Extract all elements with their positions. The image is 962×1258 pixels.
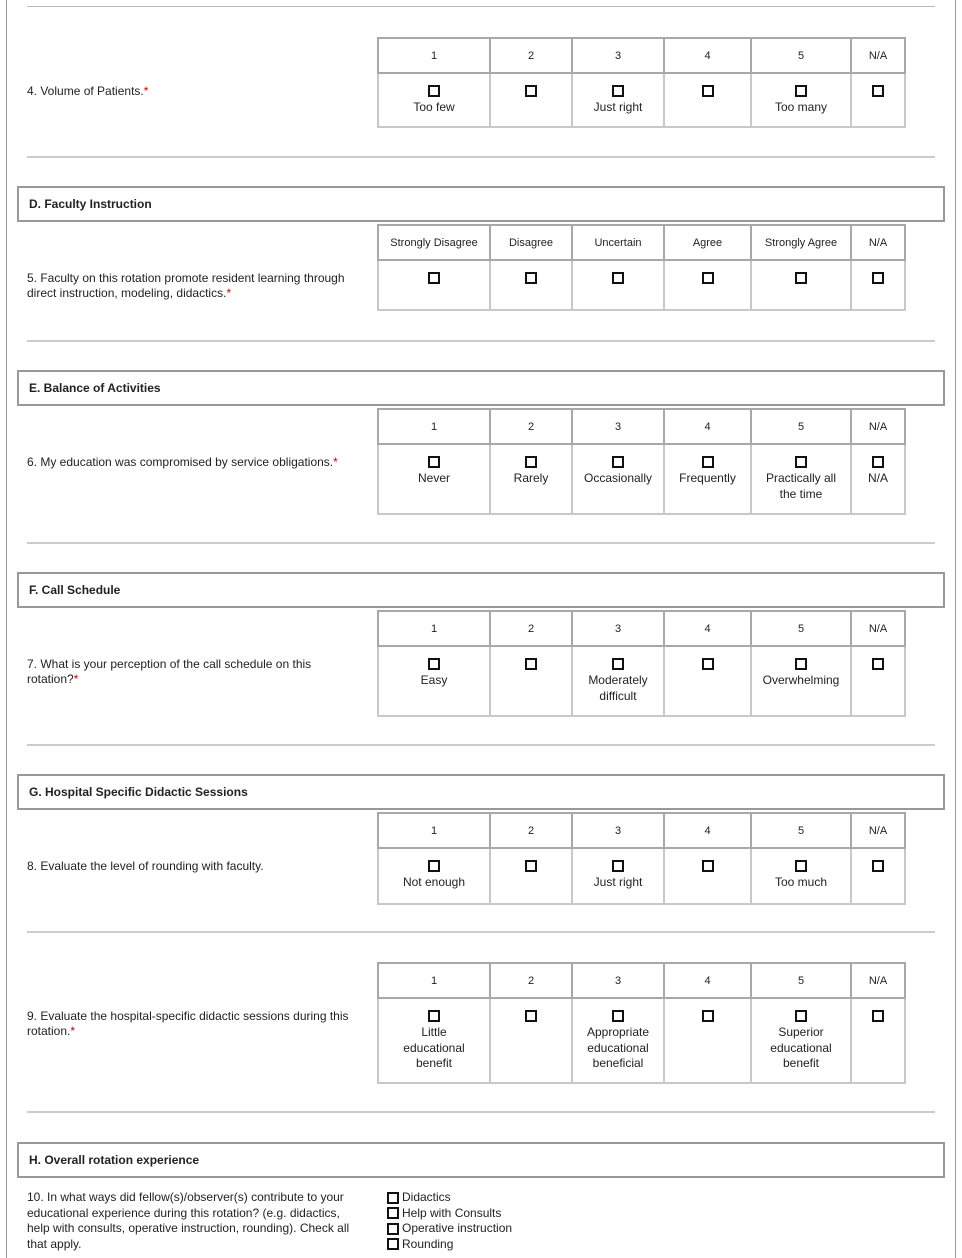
scale-cell [851, 444, 905, 514]
checkbox[interactable] [387, 1192, 399, 1204]
scale-header: N/A [851, 225, 905, 260]
question-text-line: educational experience during this rotation? (e.g. didactics, [27, 1205, 340, 1220]
scale-header: 1 [378, 409, 490, 444]
scale-header-row [378, 409, 905, 444]
checkbox[interactable] [428, 1010, 440, 1022]
scale-cell [490, 998, 572, 1083]
scale-header-row [378, 225, 905, 260]
option-help-with-consults[interactable] [387, 1206, 512, 1222]
scale-header: 3 [572, 38, 664, 73]
checkbox[interactable] [525, 1010, 537, 1022]
required-marker: * [143, 84, 149, 98]
option-label: Too many [774, 100, 828, 114]
scale-header: 1 [378, 813, 490, 848]
scale-header: N/A [851, 38, 905, 73]
question-text-line: 7. What is your perception of the call schedule on this [27, 657, 312, 671]
question-9-text [27, 1009, 367, 1039]
checkbox[interactable] [428, 860, 440, 872]
scale-option-row [378, 998, 905, 1083]
scale-header: 5 [751, 38, 851, 73]
required-marker: * [333, 455, 338, 469]
option-label: Easy [420, 673, 448, 687]
scale-header: 5 [751, 611, 851, 646]
scale-option-row [378, 848, 905, 904]
scale-header: 4 [664, 813, 751, 848]
scale-cell [851, 260, 905, 310]
option-label: N/A [867, 471, 888, 485]
scale-header: Strongly Disagree [378, 225, 490, 260]
scale-header: Uncertain [572, 225, 664, 260]
question-10-options [387, 1190, 512, 1252]
question-5-text [27, 271, 367, 301]
checkbox[interactable] [702, 456, 714, 468]
section-header-g: G. Hospital Specific Didactic Sessions [17, 774, 945, 810]
scale-cell [378, 260, 490, 310]
option-label: Rounding [402, 1236, 454, 1251]
checkbox[interactable] [702, 860, 714, 872]
scale-header: Strongly Agree [751, 225, 851, 260]
divider [27, 1111, 935, 1113]
checkbox[interactable] [872, 272, 884, 284]
scale-cell [490, 73, 572, 127]
scale-cell [572, 260, 664, 310]
scale-header: 4 [664, 409, 751, 444]
checkbox[interactable] [612, 272, 624, 284]
scale-cell [751, 848, 851, 904]
option-label: Appropriate educational beneficial [586, 1025, 650, 1070]
scale-header-row [378, 813, 905, 848]
checkbox[interactable] [525, 860, 537, 872]
scale-cell [378, 73, 490, 127]
scale-header: N/A [851, 813, 905, 848]
checkbox[interactable] [795, 1010, 807, 1022]
checkbox[interactable] [612, 456, 624, 468]
question-5-scale [377, 224, 906, 311]
checkbox[interactable] [702, 85, 714, 97]
option-label: Practically all the time [765, 471, 837, 501]
required-marker: * [70, 1024, 76, 1038]
checkbox[interactable] [525, 85, 537, 97]
question-9-scale [377, 962, 906, 1084]
scale-header: 3 [572, 963, 664, 998]
scale-header: 1 [378, 963, 490, 998]
scale-cell [490, 444, 572, 514]
checkbox[interactable] [795, 658, 807, 670]
scale-header-row [378, 38, 905, 73]
question-10-text [27, 1190, 367, 1252]
scale-header: 5 [751, 963, 851, 998]
scale-header: Disagree [490, 225, 572, 260]
scale-header: 2 [490, 38, 572, 73]
scale-header: N/A [851, 611, 905, 646]
scale-header: 2 [490, 813, 572, 848]
divider [27, 542, 935, 544]
checkbox[interactable] [428, 658, 440, 670]
scale-header: 2 [490, 409, 572, 444]
checkbox[interactable] [702, 1010, 714, 1022]
page-border-right [955, 0, 956, 1258]
question-text: 6. My education was compromised by service obligations. [27, 455, 334, 469]
scale-option-row [378, 260, 905, 310]
scale-header: 1 [378, 38, 490, 73]
checkbox[interactable] [428, 85, 440, 97]
scale-cell [664, 646, 751, 716]
question-text-line: direct instruction, modeling, didactics. [27, 286, 227, 300]
checkbox[interactable] [612, 658, 624, 670]
scale-cell [751, 73, 851, 127]
question-4-scale [377, 37, 906, 128]
option-label: Superior educational benefit [770, 1025, 832, 1070]
section-header-e: E. Balance of Activities [17, 370, 945, 406]
option-rounding[interactable] [387, 1237, 512, 1253]
scale-header: N/A [851, 963, 905, 998]
scale-cell [664, 998, 751, 1083]
checkbox[interactable] [612, 1010, 624, 1022]
option-label: Too much [774, 875, 828, 889]
scale-cell [751, 260, 851, 310]
scale-cell [751, 444, 851, 514]
section-header-f: F. Call Schedule [17, 572, 945, 608]
scale-header: Agree [664, 225, 751, 260]
option-label: Overwhelming [762, 673, 840, 687]
checkbox[interactable] [872, 860, 884, 872]
scale-option-row [378, 646, 905, 716]
question-text-line: help with consults, operative instruction, rounding). Check all [27, 1221, 350, 1235]
scale-cell [378, 646, 490, 716]
checkbox[interactable] [387, 1223, 399, 1235]
checkbox[interactable] [428, 272, 440, 284]
scale-header: 4 [664, 963, 751, 998]
scale-header: 1 [378, 611, 490, 646]
scale-cell [751, 646, 851, 716]
question-6-scale [377, 408, 906, 515]
scale-cell [572, 73, 664, 127]
option-label: Just right [593, 875, 643, 889]
scale-cell [851, 646, 905, 716]
divider [27, 156, 935, 158]
question-7-text [27, 657, 367, 687]
checkbox[interactable] [612, 85, 624, 97]
question-text-line: 5. Faculty on this rotation promote resident learning through [27, 271, 345, 285]
question-7-scale [377, 610, 906, 717]
option-label: Too few [413, 100, 455, 114]
option-label: Frequently [679, 471, 736, 485]
question-text: 4. Volume of Patients. [27, 84, 144, 98]
question-text-line: that apply. [27, 1236, 82, 1251]
checkbox[interactable] [795, 860, 807, 872]
question-text-line: 9. Evaluate the hospital-specific didactic sessions during this [27, 1009, 349, 1023]
divider [27, 744, 935, 746]
scale-cell [378, 998, 490, 1083]
scale-header-row [378, 611, 905, 646]
scale-header: N/A [851, 409, 905, 444]
checkbox[interactable] [525, 272, 537, 284]
scale-header: 4 [664, 611, 751, 646]
option-label: Rarely [513, 471, 549, 485]
question-text-line: rotation? [27, 672, 74, 686]
question-text: 8. Evaluate the level of rounding with faculty. [27, 859, 264, 873]
option-operative-instruction[interactable] [387, 1221, 512, 1237]
option-label: Occasionally [583, 471, 653, 485]
question-8-text [27, 859, 367, 874]
scale-cell [378, 444, 490, 514]
scale-cell [851, 848, 905, 904]
page-border-left [6, 0, 7, 1258]
divider [27, 340, 935, 342]
checkbox[interactable] [872, 1010, 884, 1022]
option-label: Moderately difficult [588, 673, 648, 703]
option-label: Didactics [402, 1190, 451, 1204]
checkbox[interactable] [795, 85, 807, 97]
checkbox[interactable] [872, 658, 884, 670]
section-header-d: D. Faculty Instruction [17, 186, 945, 222]
scale-header: 5 [751, 813, 851, 848]
scale-cell [664, 73, 751, 127]
checkbox[interactable] [872, 85, 884, 97]
scale-cell [851, 998, 905, 1083]
scale-header: 4 [664, 38, 751, 73]
option-label: Help with Consults [402, 1205, 502, 1220]
scale-cell [378, 848, 490, 904]
divider [27, 931, 935, 933]
question-text-line: 10. In what ways did fellow(s)/observer(s) contribute to your [27, 1190, 344, 1204]
scale-header: 3 [572, 409, 664, 444]
section-header-h: H. Overall rotation experience [17, 1142, 945, 1178]
scale-cell [664, 260, 751, 310]
checkbox[interactable] [428, 456, 440, 468]
required-marker: * [226, 286, 232, 300]
scale-header-row [378, 963, 905, 998]
scale-cell [572, 646, 664, 716]
option-label: Never [417, 471, 450, 485]
checkbox[interactable] [387, 1238, 399, 1250]
checkbox[interactable] [702, 272, 714, 284]
scale-header: 5 [751, 409, 851, 444]
checkbox[interactable] [795, 456, 807, 468]
checkbox[interactable] [387, 1207, 399, 1219]
checkbox[interactable] [612, 860, 624, 872]
checkbox[interactable] [525, 658, 537, 670]
question-8-scale [377, 812, 906, 905]
scale-cell [572, 848, 664, 904]
scale-cell [664, 848, 751, 904]
option-label: Just right [593, 100, 643, 114]
divider [27, 6, 935, 7]
scale-cell [664, 444, 751, 514]
scale-cell [851, 73, 905, 127]
checkbox[interactable] [795, 272, 807, 284]
option-label: Little educational benefit [403, 1025, 465, 1070]
scale-cell [490, 848, 572, 904]
scale-cell [572, 998, 664, 1083]
question-text-line: rotation. [27, 1024, 71, 1038]
checkbox[interactable] [525, 456, 537, 468]
question-6-text [27, 455, 367, 470]
question-4-text [27, 84, 367, 99]
required-marker: * [73, 672, 79, 686]
scale-cell [490, 260, 572, 310]
scale-header: 3 [572, 611, 664, 646]
checkbox[interactable] [702, 658, 714, 670]
option-didactics[interactable] [387, 1190, 512, 1206]
checkbox[interactable] [872, 456, 884, 468]
scale-header: 2 [490, 611, 572, 646]
scale-header: 3 [572, 813, 664, 848]
scale-cell [572, 444, 664, 514]
scale-cell [751, 998, 851, 1083]
scale-option-row [378, 444, 905, 514]
scale-option-row [378, 73, 905, 127]
option-label: Not enough [402, 875, 466, 889]
option-label: Operative instruction [402, 1221, 513, 1235]
scale-header: 2 [490, 963, 572, 998]
scale-cell [490, 646, 572, 716]
